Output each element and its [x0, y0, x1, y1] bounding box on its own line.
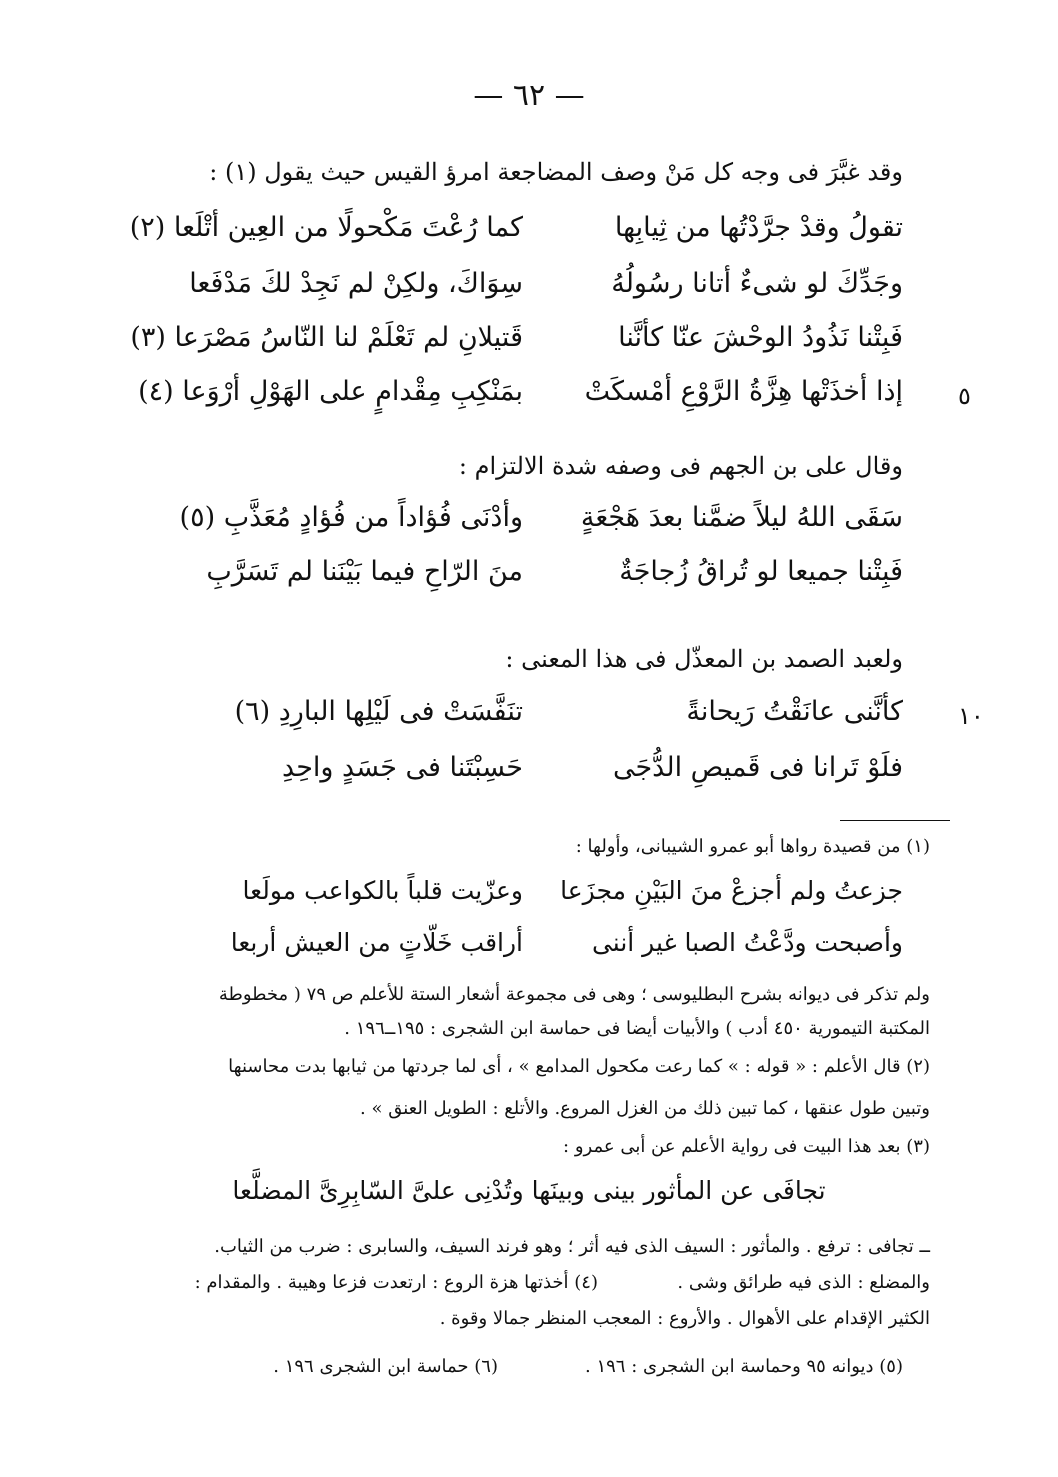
footnote-2-line-1: (٢) قال الأعلم : « قوله : » كما رعت مكحول المدامع » ، أى لما جردتها من ثيابها بدت محاسنها — [228, 1056, 930, 1077]
verse-1-first-hemistich: تقولُ وقدْ جرَّدْتُها من ثِيابِها — [614, 212, 903, 243]
line-number-5: ٥ — [958, 382, 971, 410]
verse-2-first-hemistich: وجَدِّكَ لو شىءٌ أتانا رسُولُهُ — [611, 268, 903, 299]
verse-8-first-hemistich: فلَوْ تَرانا فى قَميصِ الدُّجَى — [612, 752, 903, 783]
verse-7-first-hemistich: كأنَّنى عانَقْتُ رَيحانةً — [686, 696, 903, 727]
footnote-6: (٦) حماسة ابن الشجرى ١٩٦ . — [273, 1356, 498, 1377]
footnote-2-line-2: وتبين طول عنقها ، كما تبين ذلك من الغزل المروع. والأتلع : الطويل العنق » . — [360, 1098, 930, 1119]
intro-abd-al-samad: ولعبد الصمد بن المعذّل فى هذا المعنى : — [505, 645, 903, 673]
verse-1-second-hemistich: كما رُعْتَ مَكْحولًا من العِين أتْلَعا (٢) — [129, 212, 523, 243]
verse-6-second-hemistich: منَ الرّاحِ فيما بَيْنَنا لم تَسَرَّبِ — [206, 556, 523, 587]
footnote-3-4-row — [0, 1272, 1058, 1304]
verse-4-first-hemistich: إذا أخذَتْها هِزَّةُ الرَّوْعِ أمْسكَتْ — [584, 376, 903, 407]
verse-7-second-hemistich: تنَفَّسَتْ فى لَيْلِها البارِدِ (٦) — [234, 696, 523, 727]
verse-3-second-hemistich: قَتيلانِ لم تَعْلَمْ لنا النّاسُ مَصْرَعا (٣) — [130, 322, 523, 353]
footnote-1-verse-2 — [0, 928, 1058, 980]
verse-5-second-hemistich: وأدْنَى فُؤاداً من فُؤادٍ مُعَذَّبِ (٥) — [179, 502, 523, 533]
verse-7 — [0, 696, 1058, 748]
verse-1 — [0, 212, 1058, 264]
footnote-1-verse-1 — [0, 876, 1058, 928]
footnote-separator — [840, 820, 950, 821]
footnote-1-verse-1-second: وعزّيت قلباً بالكواعب مولَعا — [242, 876, 523, 905]
footnote-4-line-1: (٤) أخذتها هزة الروع : ارتعدت فزعا وهيبة . والمقدام : — [194, 1272, 598, 1293]
verse-4-second-hemistich: بمَنْكِبِ مِقْدامٍ على الهَوْلِ أرْوَعا (٤) — [138, 376, 523, 407]
verse-5-first-hemistich: سَقَى اللهُ ليلاً ضمَّنا بعدَ هَجْعَةٍ — [580, 502, 903, 533]
verse-4 — [0, 376, 1058, 428]
verse-8-second-hemistich: حَسِبْتَنا فى جَسَدٍ واحِدِ — [282, 752, 523, 783]
verse-6 — [0, 556, 1058, 608]
verse-8 — [0, 752, 1058, 804]
intro-ali-ibn-al-jahm: وقال على بن الجهم فى وصفه شدة الالتزام : — [458, 452, 903, 480]
footnote-1-verse-2-second: أراقب خَلّاتٍ من العيش أربعا — [230, 928, 523, 957]
footnote-1-line-1: ولم تذكر فى ديوانه بشرح البطليوسى ؛ وهى فى مجموعة أشعار الستة للأعلم ص ٧٩ ( مخطوطة — [218, 984, 930, 1005]
footnote-1-verse-1-first: جزعتُ ولم أجزعْ منَ البَيْنِ مجزَعا — [560, 876, 903, 905]
intro-imru-al-qays: وقد غبَّرَ فى وجه كل مَنْ وصف المضاجعة امرؤ القيس حيث يقول (١) : — [209, 158, 903, 186]
line-number-10: ١٠ — [958, 702, 984, 730]
verse-5 — [0, 502, 1058, 554]
footnote-3-verse: تجافَى عن المأثور بينى وبينَها وتُدْنِى علىَّ السّابِرِىَّ المضلَّعا — [232, 1176, 826, 1205]
footnote-1-verse-2-first: وأصبحت ودَّعْتُ الصبا غير أننى — [591, 928, 903, 957]
verse-6-first-hemistich: فَبِتْنا جميعا لو تُراقُ زُجاجَةٌ — [619, 556, 903, 587]
page-number: — ٦٢ — — [473, 78, 585, 113]
footnote-1-line-2: المكتبة التيمورية ٤٥٠ أدب ) والأبيات أيضا فى حماسة ابن الشجرى : ١٩٥ــ١٩٦ . — [344, 1018, 930, 1039]
footnote-1-heading: (١) من قصيدة رواها أبو عمرو الشيبانى، وأولها : — [575, 836, 930, 857]
footnote-3-line-2: والمضلع : الذى فيه طرائق وشى . — [677, 1272, 930, 1293]
verse-3-first-hemistich: فَبِتْنا نَذُودُ الوحْشَ عنّا كأنَّنا — [618, 322, 903, 353]
footnote-5: (٥) ديوانه ٩٥ وحماسة ابن الشجرى : ١٩٦ . — [585, 1356, 903, 1377]
footnote-3-line-1: ــ تجافى : ترفع . والمأثور : السيف الذى فيه أثر ؛ وهو فرند السيف، والسابرى : ضرب من الثياب. — [214, 1236, 930, 1257]
verse-2 — [0, 268, 1058, 320]
footnote-5-6-row — [0, 1356, 1058, 1388]
verse-3 — [0, 322, 1058, 374]
footnote-4-line-2: الكثير الإقدام على الأهوال . والأروع : المعجب المنظر جمالا وقوة . — [439, 1308, 930, 1329]
footnote-3-heading: (٣) بعد هذا البيت فى رواية الأعلم عن أبى عمرو : — [563, 1136, 930, 1157]
verse-2-second-hemistich: سِوَاكَ، ولكِنْ لم نَجِدْ لكَ مَدْفَعا — [189, 268, 523, 299]
